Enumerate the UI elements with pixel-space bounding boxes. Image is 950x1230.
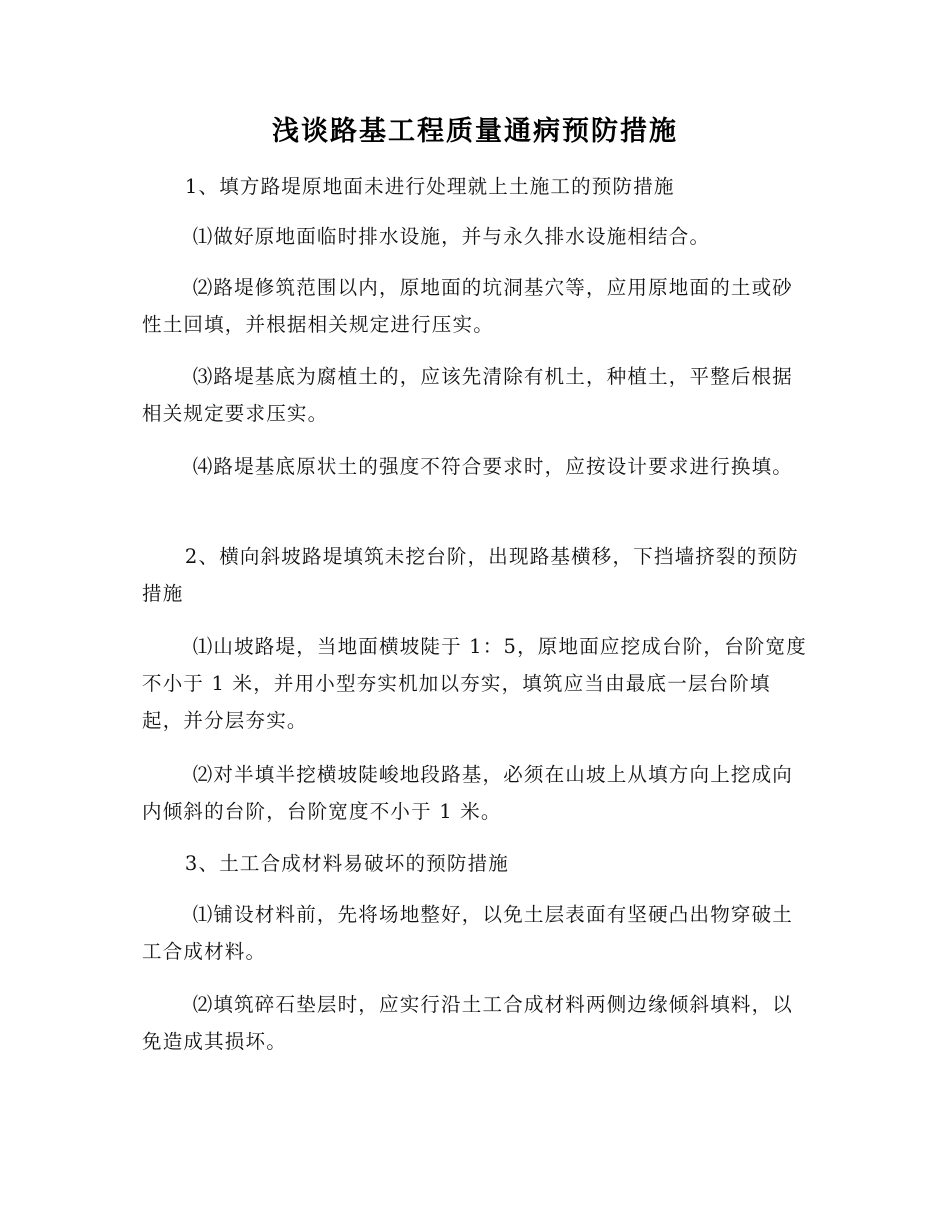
paragraph-1-2: ⑵路堤修筑范围以内，原地面的坑洞基穴等，应用原地面的土或砂性土回填，并根据相关规定进行压实。 — [142, 276, 793, 336]
paragraph-1-4: ⑷路堤基底原状土的强度不符合要求时，应按设计要求进行换填。 — [192, 455, 793, 478]
paragraph-3-2: ⑵填筑碎石垫层时，应实行沿土工合成材料两侧边缘倾斜填料，以免造成其损坏。 — [142, 993, 793, 1053]
section-heading-1: 1、填方路堤原地面未进行处理就上土施工的预防措施 — [184, 175, 675, 198]
paragraph-1-1: ⑴做好原地面临时排水设施，并与永久排水设施相结合。 — [192, 225, 711, 248]
paragraph-2-2: ⑵对半填半挖横坡陡峻地段路基，必须在山坡上从填方向上挖成向内倾斜的台阶，台阶宽度不小于 1 米。 — [142, 763, 793, 823]
paragraph-2-1: ⑴山坡路堤，当地面横坡陡于 1：5，原地面应挖成台阶，台阶宽度不小于 1 米，并用小型夯实机加以夯实，填筑应当由最底一层台阶填起，并分层夯实。 — [142, 635, 807, 732]
document-title: 浅谈路基工程质量通病预防措施 — [272, 116, 678, 147]
section-heading-3: 3、土工合成材料易破坏的预防措施 — [184, 852, 509, 875]
paragraph-1-3: ⑶路堤基底为腐植土的，应该先清除有机土，种植土，平整后根据相关规定要求压实。 — [142, 365, 793, 425]
paragraph-3-1: ⑴铺设材料前，先将场地整好，以免土层表面有坚硬凸出物穿破土工合成材料。 — [142, 903, 793, 963]
section-heading-2: 2、横向斜坡路堤填筑未挖台阶，出现路基横移，下挡墙挤裂的预防措施 — [142, 545, 799, 605]
